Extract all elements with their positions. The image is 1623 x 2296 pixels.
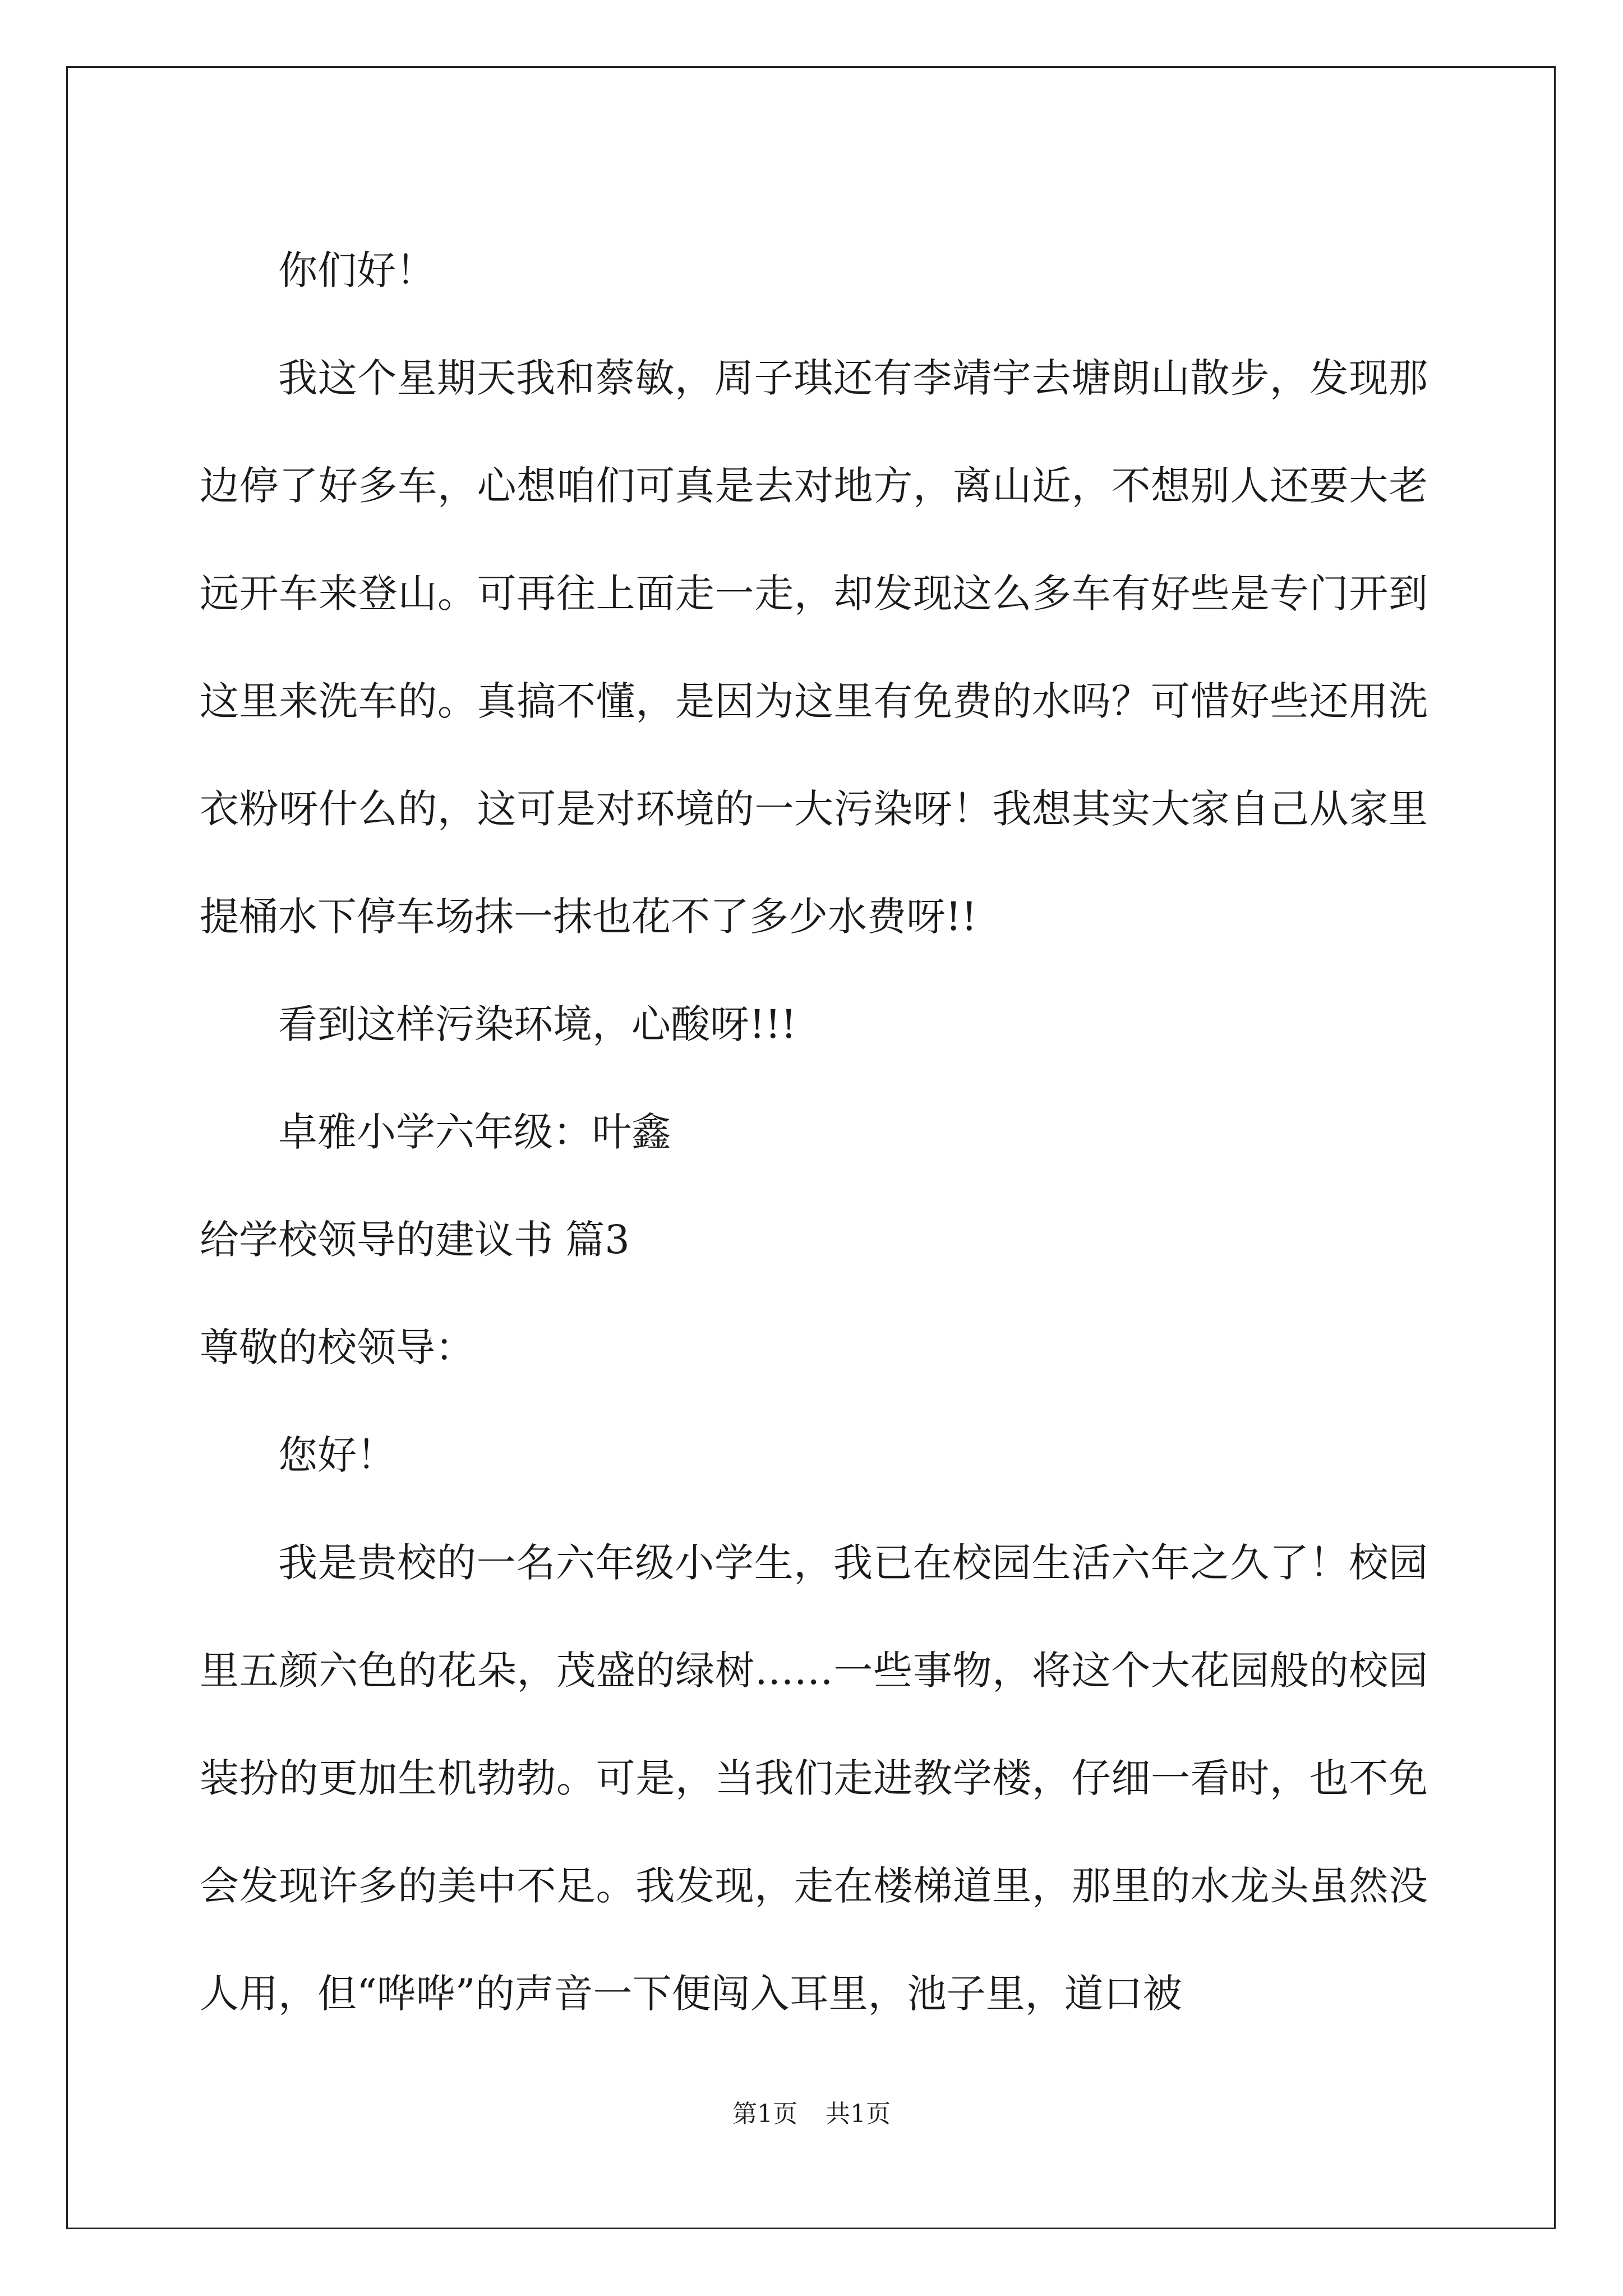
page-number: 第1页: [732, 2100, 797, 2128]
body-paragraph: 我这个星期天我和蔡敏，周子琪还有李靖宇去塘朗山散步，发现那边停了好多车，心想咱们可真是去对地方，离山近，不想别人还要大老远开车来登山。可再往上面走一走，却发现这么多车有好些是专门开到这里来洗车的。真搞不懂，是因为这里有免费的水吗？可惜好些还用洗衣粉呀什么的，这可是对环境的一大污染呀！我想其实大家自己从家里提桶水下停车场抹一抹也花不了多少水费呀!!: [200, 355, 1428, 940]
greeting-paragraph: 您好！: [278, 1432, 396, 1478]
document-body: [200, 217, 1428, 2047]
signature-line: 卓雅小学六年级：叶鑫: [278, 1109, 671, 1155]
page-footer: [0, 2093, 1623, 2129]
salutation-line: 尊敬的校领导：: [200, 1324, 474, 1370]
section-heading: 给学校领导的建议书 篇3: [200, 1217, 630, 1263]
body-paragraph: 看到这样污染环境，心酸呀!!!: [278, 1001, 797, 1047]
page-total: 共1页: [826, 2100, 891, 2128]
greeting-paragraph: 你们好！: [278, 247, 435, 293]
body-paragraph: 我是贵校的一名六年级小学生，我已在校园生活六年之久了！校园里五颜六色的花朵，茂盛的绿树……一些事物，将这个大花园般的校园装扮的更加生机勃勃。可是，当我们走进教学楼，仔细一看时，也不免会发现许多的美中不足。我发现，走在楼梯道里，那里的水龙头虽然没人用，但“哗哗”的声音一下便闯入耳里，池子里，道口被: [200, 1540, 1428, 2017]
